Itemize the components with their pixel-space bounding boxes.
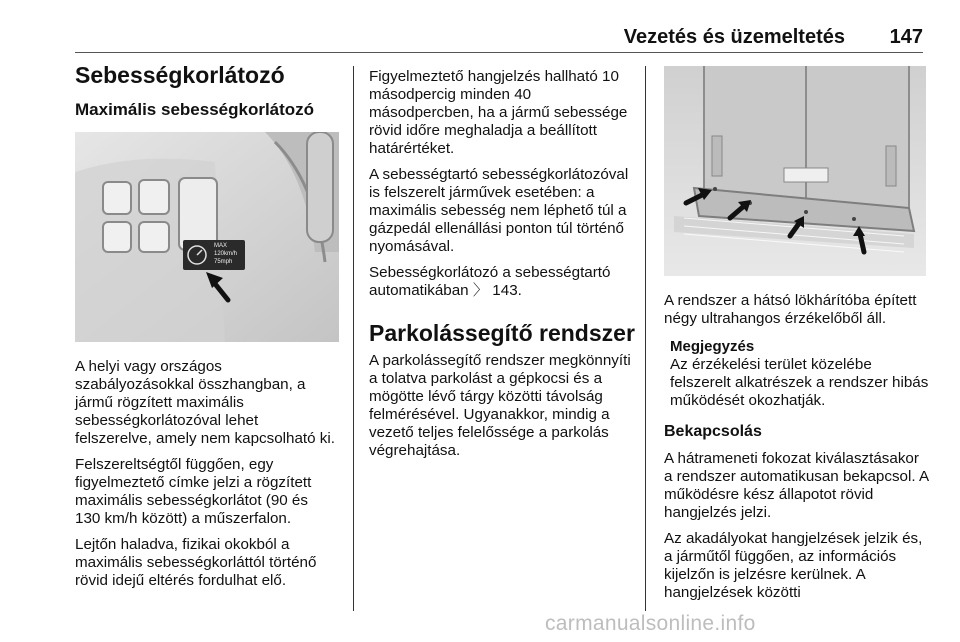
page-header [75,28,923,53]
paragraph: A rendszer a hátsó lökhárítóba épített négy ultrahangos érzékelőből áll. [664,292,917,327]
section-title-speed-limiter: Sebességkorlátozó [75,62,285,88]
paragraph-with-reference: Sebességkorlátozó a sebességtartó automatikában 〉 143. [369,264,611,299]
paragraph: Lejtőn haladva, fizikai okokból a maximális sebességkorláttól történő rövid idejű eltérés fordulhat elő. [75,536,317,589]
left-column-text [75,358,337,590]
running-header-title: Vezetés és üzemeltetés [623,26,845,48]
watermark: carmanualsonline.info [545,612,756,635]
dashboard-illustration [75,132,339,342]
speed-label-line-2: 120km/h [214,251,238,257]
speed-label-line-3: 75mph [214,259,233,265]
page-reference-link[interactable]: 143 [492,282,518,299]
paragraph: A parkolássegítő rendszer megkönnyíti a tolatva parkolást a gépkocsi és a mögötte lévő tárgy közötti távolság felmérésével. Ugyanakkor, mindig a vezető teljes felelőssége a parkolás végrehajtása. [369,352,631,459]
middle-column [369,68,637,460]
section-title-parking-assist: Parkolássegítő rendszer [369,320,635,346]
right-column [664,292,930,602]
paragraph: A hátrameneti fokozat kiválasztásakor a rendszer automatikusan bekapcsol. A működésre kész állapotot rövid hangjelzés jelzi. [664,450,929,521]
rear-bumper-sensors-figure [664,66,926,276]
column-divider-2 [645,66,646,611]
speed-label-text [214,242,237,266]
left-column [75,62,343,120]
note-title: Megjegyzés [670,338,755,355]
paragraph: Figyelmeztető hangjelzés hallható 10 másodpercig minden 40 másodpercben, ha a jármű sebessége rövid időre meghaladja a beállított határértéket. [369,68,628,157]
paragraph: Felszereltségtől függően, egy figyelmeztető címke jelzi a rögzített maximális sebességkorlátot (90 és 130 km/h között) a műszerfalon. [75,456,312,527]
subsection-title-activation: Bekapcsolás [664,423,762,440]
paragraph: A helyi vagy országos szabályozásokkal összhangban, a jármű rögzített maximális sebességkorlátozóval lehet felszerelve, amely nem kapcsolható ki. [75,358,335,447]
column-divider-1 [353,66,354,611]
dashboard-label-figure [75,132,339,342]
note-block [664,338,930,410]
reference-text: Sebességkorlátozó a sebességtartó automatikában [369,264,611,299]
subsection-title-max-speed-limiter: Maximális sebességkorlátozó [75,100,315,119]
speed-label-line-1: MAX [214,243,228,249]
rear-bumper-illustration [664,66,926,276]
page-reference-icon: 〉 [472,282,489,299]
paragraph: A sebességtartó sebességkorlátozóval is felszerelt járművek esetében: a maximális sebesség nem léphető túl a gázpedál ellenállási ponton túl történő nyomásával. [369,166,629,255]
page-number: 147 [889,26,923,48]
paragraph: Az akadályokat hangjelzések jelzik és, a járműtől függően, az információs kijelzőn is jelzésre kerülnek. A hangjelzések közötti [664,530,923,601]
note-text: Az érzékelési terület közelébe felszerelt alkatrészek a rendszer hibás működését okozhatják. [670,356,929,409]
